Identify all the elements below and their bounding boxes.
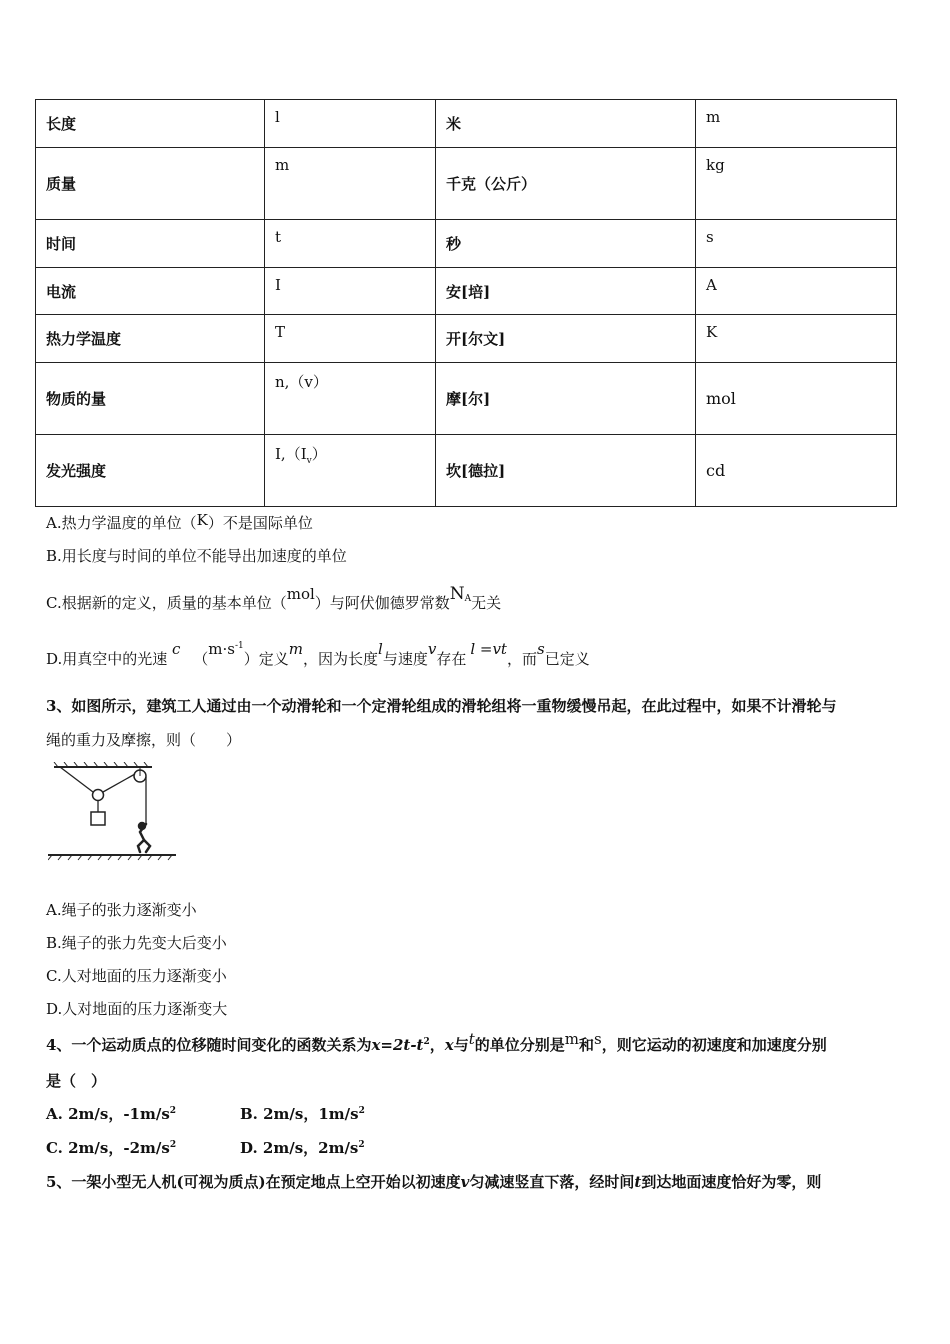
symbol-cell: T	[265, 315, 436, 363]
q2-option-b: B.用长度与时间的单位不能导出加速度的单位	[46, 547, 347, 565]
quantity-cell: 质量	[36, 148, 265, 220]
unit-symbol-cell: s	[696, 220, 897, 268]
unit-symbol-cell: K	[696, 315, 897, 363]
q4-stem: 4、一个运动质点的位移随时间变化的函数关系为$x=2t-t^2$，x与t的单位分别是m和s，则它运动的初速度和加速度分别 是（ ）	[46, 1030, 827, 1090]
si-units-table	[35, 99, 897, 507]
unit-name-cell: 秒	[436, 220, 696, 268]
movable-pulley	[93, 790, 104, 801]
table-row	[36, 435, 897, 507]
quantity-cell: 物质的量	[36, 363, 265, 435]
unit-name-cell: 米	[436, 100, 696, 148]
table-row	[36, 363, 897, 435]
q3-option-b: B.绳子的张力先变大后变小	[46, 934, 227, 952]
symbol-cell: l	[265, 100, 436, 148]
symbol-cell: n,（v）	[265, 363, 436, 435]
q4-option-c: C. 2m/s，$-2m/s^2$	[46, 1139, 177, 1157]
q2-option-c: C.根据新的定义，质量的基本单位（mol）与阿伏伽德罗常数$N_A$无关	[46, 584, 502, 612]
symbol-cell: $I,(I_v)$	[265, 435, 436, 507]
table-row	[36, 100, 897, 148]
load-box	[91, 812, 105, 825]
quantity-cell: 热力学温度	[36, 315, 265, 363]
unit-name-cell: 安[培]	[436, 268, 696, 315]
pulley-diagram	[48, 762, 180, 862]
symbol-cell: I	[265, 268, 436, 315]
q4-option-a: A. 2m/s，$-1m/s^2$	[46, 1105, 177, 1123]
unit-name-cell: 千克（公斤）	[436, 148, 696, 220]
quantity-cell: 发光强度	[36, 435, 265, 507]
symbol-cell: m	[265, 148, 436, 220]
table-row	[36, 315, 897, 363]
unit-name-cell: 开[尔文]	[436, 315, 696, 363]
q3-option-d: D.人对地面的压力逐渐变大	[46, 1000, 228, 1018]
quantity-cell: 长度	[36, 100, 265, 148]
table-row	[36, 148, 897, 220]
unit-symbol-cell: kg	[696, 148, 897, 220]
unit-symbol-cell: cd	[696, 435, 897, 507]
q3-stem: 3、如图所示，建筑工人通过由一个动滑轮和一个定滑轮组成的滑轮组将一重物缓慢吊起，在此过程中，如果不计滑轮与 绳的重力及摩擦，则（ ）	[46, 697, 837, 749]
q3-option-a: A.绳子的张力逐渐变小	[46, 901, 197, 919]
q2-option-a: A.热力学温度的单位（K）不是国际单位	[46, 511, 313, 532]
unit-name-cell: 坎[德拉]	[436, 435, 696, 507]
worker-figure	[138, 823, 150, 852]
q4-option-b: B. 2m/s，$1m/s^2$	[240, 1105, 365, 1123]
q2-option-d: D.用真空中的光速 c $(m\cdot s^{-1})$定义m，因为长度l与速度v存在l =vt，而s已定义	[46, 640, 590, 668]
symbol-cell: t	[265, 220, 436, 268]
table-row	[36, 268, 897, 315]
unit-symbol-cell: mol	[696, 363, 897, 435]
q3-option-c: C.人对地面的压力逐渐变小	[46, 967, 227, 985]
unit-symbol-cell: A	[696, 268, 897, 315]
unit-name-cell: 摩[尔]	[436, 363, 696, 435]
q5-stem: 5、一架小型无人机(可视为质点)在预定地点上空开始以初速度v匀减速竖直下落，经时间t到达地面速度恰好为零，则	[46, 1173, 822, 1191]
q4-option-d: D. 2m/s，$2m/s^2$	[240, 1139, 365, 1157]
quantity-cell: 时间	[36, 220, 265, 268]
unit-symbol-cell: m	[696, 100, 897, 148]
quantity-cell: 电流	[36, 268, 265, 315]
table-row	[36, 220, 897, 268]
